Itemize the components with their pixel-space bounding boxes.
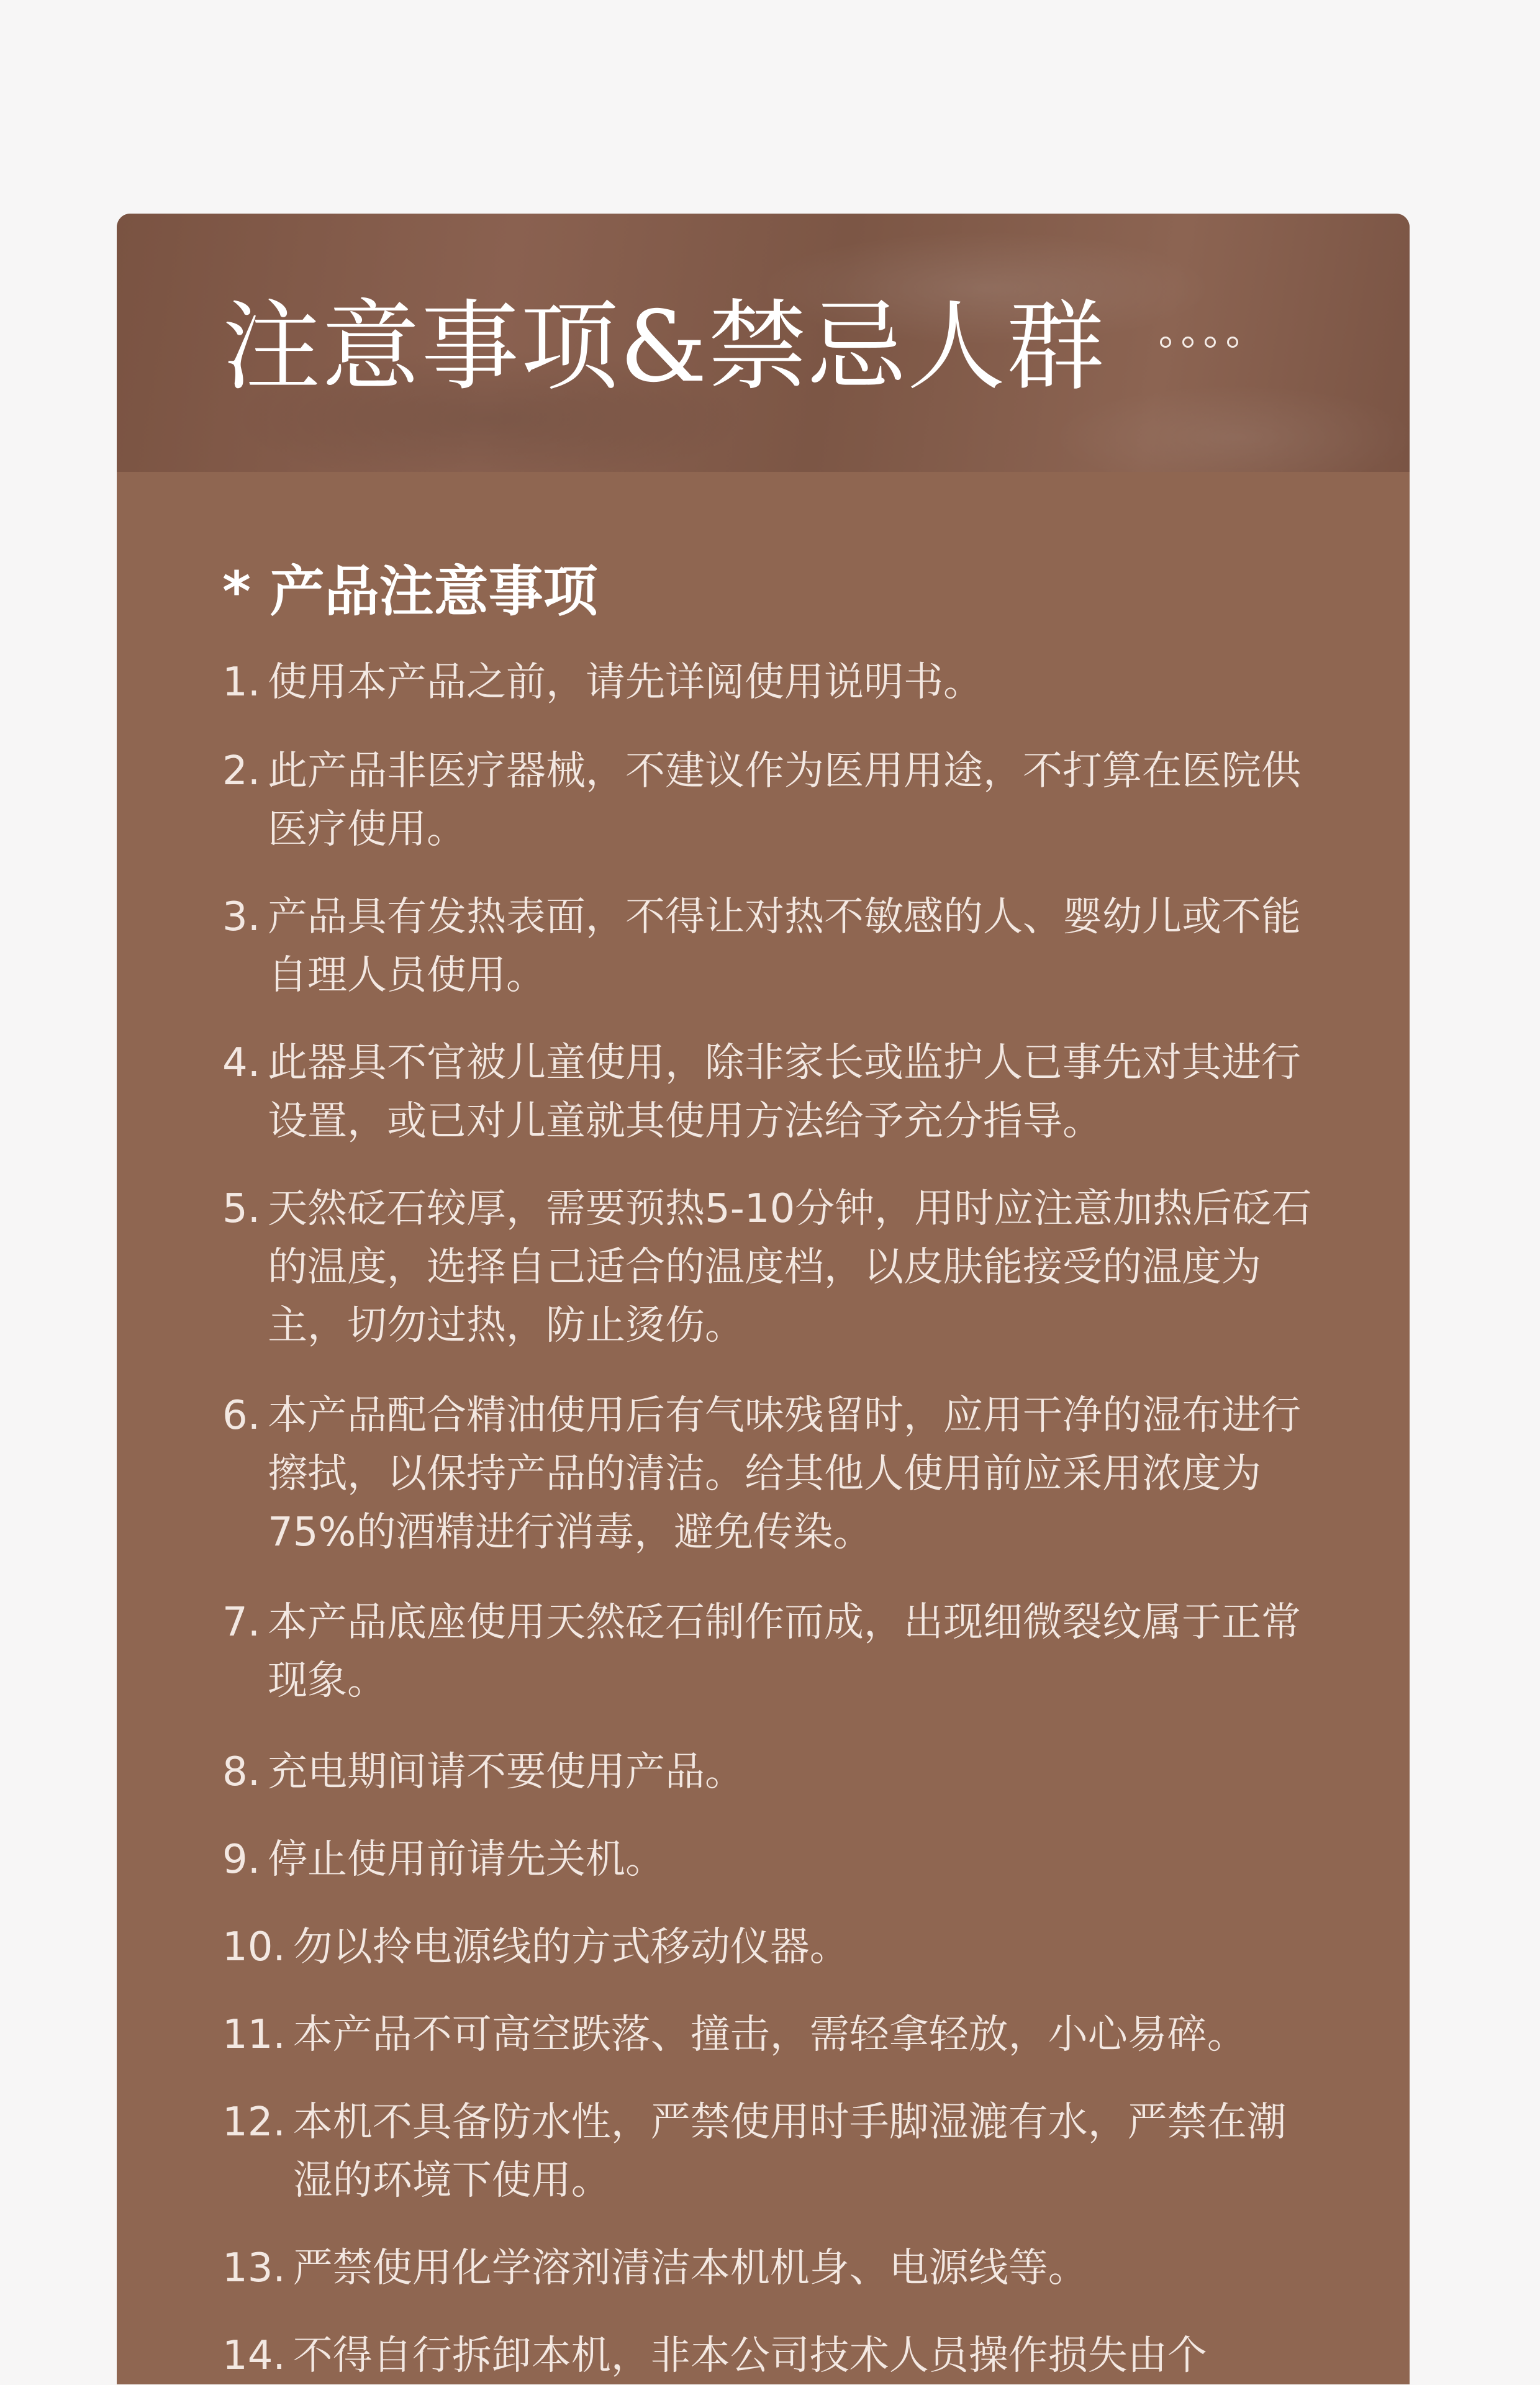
list-item xyxy=(222,653,1315,712)
list-item-text: 本产品配合精油使用后有气味残留时，应用干净的湿布进行擦拭，以保持产品的清洁。给其他人使用前应采用浓度为75%的酒精进行消毒，避免传染。 xyxy=(268,1393,1302,1555)
list-item-number: 13. xyxy=(222,2245,286,2291)
list-item xyxy=(222,2239,1315,2297)
list-item xyxy=(222,1831,1315,1889)
list-item xyxy=(222,1180,1315,1355)
page-title: 注意事项&禁忌人群 xyxy=(222,290,1106,404)
list-item-text: 严禁使用化学溶剂清洁本机机身、电源线等。 xyxy=(292,2245,1088,2291)
list-item xyxy=(222,1743,1315,1801)
list-item-text: 产品具有发热表面，不得让对热不敏感的人、婴幼儿或不能自理人员使用。 xyxy=(268,894,1302,998)
list-item-number: 3. xyxy=(222,894,261,940)
list-item-number: 2. xyxy=(222,748,261,794)
list-item-text: 本产品不可高空跌落、撞击，需轻拿轻放，小心易碎。 xyxy=(292,2012,1247,2058)
list-item-number: 7. xyxy=(222,1600,261,1645)
list-item-text: 本机不具备防水性，严禁使用时手脚湿漉有水，严禁在潮湿的环境下使用。 xyxy=(292,2099,1287,2204)
list-item xyxy=(222,888,1315,1005)
list-item xyxy=(222,1387,1315,1562)
list-item-text: 此产品非医疗器械，不建议作为医用用途，不打算在医院供医疗使用。 xyxy=(268,748,1302,853)
list-item-text: 不得自行拆卸本机，非本公司技术人员操作损失由个 xyxy=(292,2333,1207,2379)
list-item-number: 12. xyxy=(222,2099,286,2145)
list-item-number: 5. xyxy=(222,1186,261,1232)
list-item-text: 此器具不官被儿童使用，除非家长或监护人已事先对其进行设置，或已对儿童就其使用方法给予充分指导。 xyxy=(268,1040,1302,1144)
list-item-number: 8. xyxy=(222,1749,261,1795)
list-item-number: 1. xyxy=(222,659,261,705)
section-title: * 产品注意事项 xyxy=(222,559,598,623)
list-item-text: 本产品底座使用天然砭石制作而成，出现细微裂纹属于正常现象。 xyxy=(268,1600,1302,1704)
list-item-number: 10. xyxy=(222,1924,286,1970)
list-item xyxy=(222,2327,1315,2385)
list-item-number: 11. xyxy=(222,2012,286,2058)
list-item xyxy=(222,742,1315,859)
list-item-number: 4. xyxy=(222,1040,261,1086)
list-item-number: 14. xyxy=(222,2333,286,2379)
list-item-text: 停止使用前请先关机。 xyxy=(268,1837,666,1883)
list-item xyxy=(222,1034,1315,1151)
list-item-text: 充电期间请不要使用产品。 xyxy=(268,1749,745,1795)
precautions-section xyxy=(222,0,1315,2384)
list-item-text: 天然砭石较厚，需要预热5-10分钟，用时应注意加热后砭石的温度，选择自己适合的温度档，以皮肤能接受的温度为主，切勿过热，防止烫伤。 xyxy=(268,1186,1312,1349)
list-item xyxy=(222,1593,1315,1710)
list-item-text: 勿以拎电源线的方式移动仪器。 xyxy=(292,1924,849,1970)
list-item xyxy=(222,1918,1315,1976)
list-item xyxy=(222,2006,1315,2064)
list-item-number: 9. xyxy=(222,1837,261,1883)
list-item xyxy=(222,2093,1315,2210)
list-item-text: 使用本产品之前，请先详阅使用说明书。 xyxy=(268,659,984,705)
list-item-number: 6. xyxy=(222,1393,261,1439)
